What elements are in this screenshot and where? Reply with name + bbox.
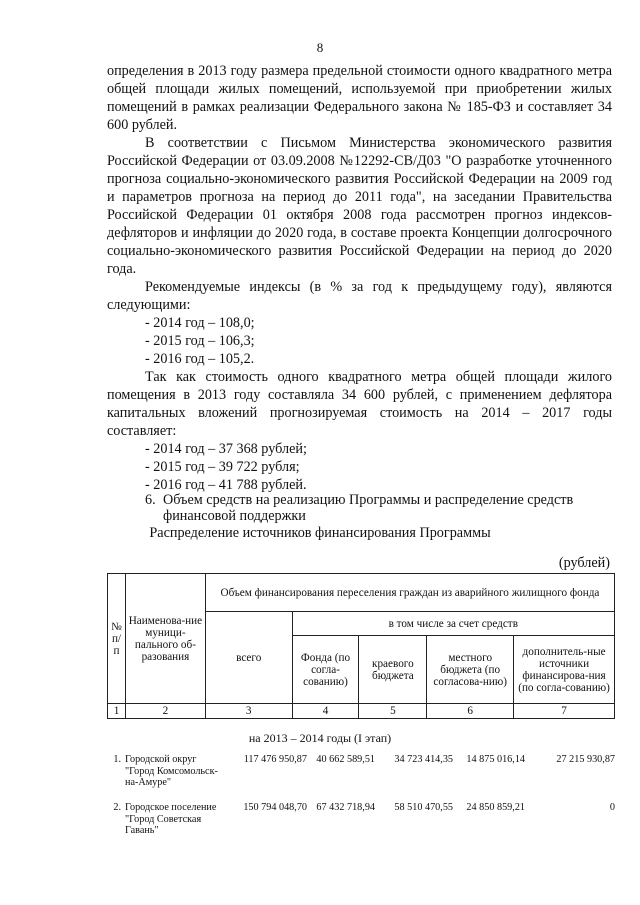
row-number: 2.	[113, 802, 121, 813]
paragraph: В соответствии с Письмом Министерства экономического развития Российской Федерации от 03.09.2008 №12292-СВ/Д03 "О разработке уточненного прогноза социально-экономического развития Российской Федерации на 2009 год и параметров прогноза на период до 2011 года", на заседании Правительства Российской Федерации 01 октября 2008 года рассмотрен прогноз индексов-дефляторов и инфляции до 2020 года, в составе проекта Концепции долгосрочного социально-экономического развития Российской Федерации на период до 2020 года.	[107, 135, 612, 277]
header-no: № п/п	[108, 574, 126, 704]
list-item: - 2014 год – 108,0;	[145, 315, 255, 331]
regional-value: 34 723 414,35	[394, 754, 453, 765]
column-number: 7	[514, 704, 615, 719]
column-number: 1	[108, 704, 126, 719]
list-item: - 2016 год – 105,2.	[145, 351, 255, 367]
column-number: 5	[359, 704, 427, 719]
fund-value: 67 432 718,94	[316, 802, 375, 813]
fund-value: 40 662 589,51	[316, 754, 375, 765]
municipality-name: Городской округ "Город Комсомольск-на-Амуре"	[125, 754, 218, 788]
extra-value: 0	[609, 802, 615, 813]
section-title-cont: финансовой поддержки	[163, 508, 306, 524]
table-row	[107, 754, 615, 802]
list-item: - 2015 год – 39 722 рубля;	[145, 459, 300, 475]
paragraph: Так как стоимость одного квадратного метра общей площади жилого помещения в 2013 году составляла 34 600 рублей, с применением дефлятора капитальных вложений прогнозируемая стоимость на 2014 – 2017 годы составляет:	[107, 369, 612, 439]
section-number: 6.	[145, 492, 156, 508]
total-value: 117 476 950,87	[243, 754, 307, 765]
list-item: - 2015 год – 106,3;	[145, 333, 255, 349]
header-name: Наименова-ние муници-пального об-разования	[125, 574, 205, 704]
header-total: всего	[205, 612, 292, 704]
row-number: 1.	[113, 754, 121, 765]
unit-label: (рублей)	[558, 555, 610, 571]
table-row	[107, 802, 615, 850]
section-heading	[145, 492, 615, 524]
table-caption: Распределение источников финансирования Программы	[149, 525, 491, 541]
column-number: 4	[292, 704, 359, 719]
header-local: местного бюджета (по согласова-нию)	[427, 636, 514, 704]
list-item: - 2016 год – 41 788 рублей.	[145, 477, 307, 493]
header-fund: Фонда (по согла-сованию)	[292, 636, 359, 704]
header-volume: Объем финансирования переселения граждан из аварийного жилищного фонда	[205, 574, 614, 612]
body-text	[107, 62, 612, 494]
column-number: 2	[125, 704, 205, 719]
header-extra: дополнитель-ные источники финансирова-ния (по согла-сованию)	[514, 636, 615, 704]
page-number: 8	[316, 40, 324, 55]
regional-value: 58 510 470,55	[394, 802, 453, 813]
section-title: Объем средств на реализацию Программы и распределение средств	[163, 492, 574, 508]
header-regional: краевого бюджета	[359, 636, 427, 704]
header-including: в том числе за счет средств	[292, 612, 614, 636]
municipality-name: Городское поселение "Город Советская Гавань"	[125, 802, 217, 836]
paragraph: Рекомендуемые индексы (в % за год к предыдущему году), являются следующими:	[107, 279, 612, 313]
local-value: 24 850 859,21	[466, 802, 525, 813]
list-item: - 2014 год – 37 368 рублей;	[145, 441, 307, 457]
stage-label: на 2013 – 2014 годы (I этап)	[248, 731, 392, 745]
column-number: 6	[427, 704, 514, 719]
data-rows	[107, 754, 615, 850]
extra-value: 27 215 930,87	[556, 754, 615, 765]
paragraph: определения в 2013 году размера предельной стоимости одного квадратного метра общей площади жилых помещений, используемой при приобретении жилых помещений в рамках реализации Федерального закона № 185-ФЗ и составляет 34 600 рублей.	[107, 63, 612, 133]
column-number: 3	[205, 704, 292, 719]
total-value: 150 794 048,70	[243, 802, 307, 813]
local-value: 14 875 016,14	[466, 754, 525, 765]
financing-table	[107, 573, 615, 719]
